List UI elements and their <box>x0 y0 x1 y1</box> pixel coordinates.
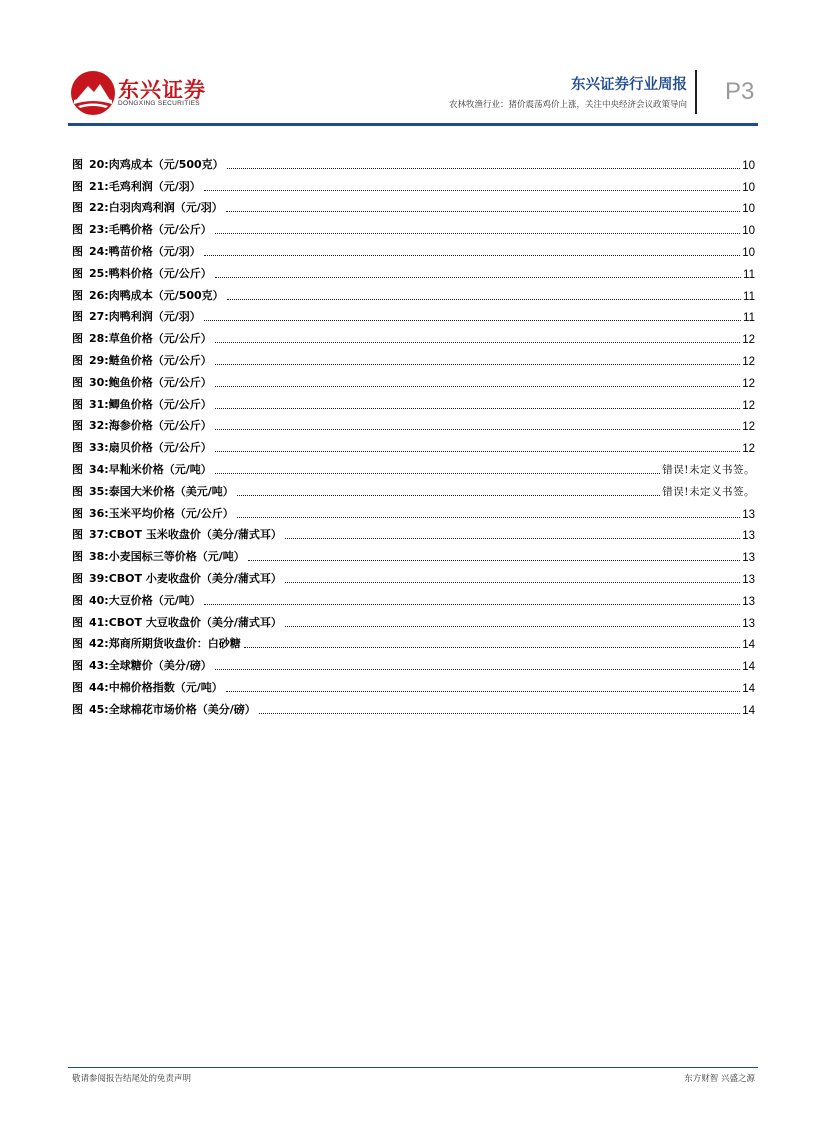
toc-entry-leader <box>204 603 740 605</box>
toc-entry-label: 44:中棉价格指数（元/吨） <box>89 680 223 694</box>
toc-entry-leader <box>215 472 661 474</box>
toc-entry-page: 12 <box>742 443 755 456</box>
toc-entry[interactable] <box>72 586 755 608</box>
toc-entry-prefix: 图 <box>72 288 83 302</box>
toc-entry-prefix: 图 <box>72 593 83 607</box>
toc-entry-leader <box>237 516 740 518</box>
toc-entry[interactable] <box>72 259 755 281</box>
toc-entry[interactable] <box>72 477 755 499</box>
toc-entry-label: 20:肉鸡成本（元/500克） <box>89 157 224 171</box>
toc-entry-prefix: 图 <box>72 397 83 411</box>
toc-entry-prefix: 图 <box>72 353 83 367</box>
toc-entry-page: 12 <box>742 355 755 368</box>
toc-entry-label: 43:全球糖价（美分/磅） <box>89 659 212 673</box>
header-rule <box>68 123 758 126</box>
toc-entry-page: 13 <box>742 552 755 565</box>
toc-entry-label: 33:扇贝价格（元/公斤） <box>89 441 212 455</box>
toc-entry-page: 12 <box>742 377 755 390</box>
toc-entry-leader <box>227 167 741 169</box>
toc-entry[interactable] <box>72 346 755 368</box>
toc-entry-page: 10 <box>742 181 755 194</box>
toc-entry-page: 10 <box>742 246 755 259</box>
toc-entry-prefix: 图 <box>72 266 83 280</box>
header-divider <box>695 70 697 114</box>
toc-entry[interactable] <box>72 521 755 543</box>
toc-entry-label: 41:CBOT 大豆收盘价（美分/蒲式耳） <box>89 615 282 629</box>
toc-entry[interactable] <box>72 564 755 586</box>
page-header <box>0 0 827 130</box>
toc-entry-page: 13 <box>742 573 755 586</box>
toc-entry[interactable] <box>72 281 755 303</box>
toc-entry[interactable] <box>72 455 755 477</box>
toc-entry-prefix: 图 <box>72 441 83 455</box>
toc-entry-label: 32:海参价格（元/公斤） <box>89 419 212 433</box>
toc-entry-page: 13 <box>742 595 755 608</box>
toc-entry-page: 12 <box>742 399 755 412</box>
toc-entry[interactable] <box>72 433 755 455</box>
toc-entry-page: 14 <box>742 704 755 717</box>
toc-entry[interactable] <box>72 412 755 434</box>
toc-entry-prefix: 图 <box>72 659 83 673</box>
dongxing-logo-icon <box>70 70 116 116</box>
toc-entry[interactable] <box>72 630 755 652</box>
toc-entry[interactable] <box>72 194 755 216</box>
toc-entry-leader <box>285 537 740 539</box>
toc-entry-prefix: 图 <box>72 462 83 476</box>
toc-entry-leader <box>248 559 740 561</box>
toc-entry[interactable] <box>72 542 755 564</box>
brand-name-en: DONGXING SECURITIES <box>118 100 200 107</box>
brand-name: 东兴证券 <box>118 78 206 102</box>
toc-entry-page: 13 <box>742 530 755 543</box>
toc-entry-leader <box>285 625 740 627</box>
toc-entry-label: 28:草鱼价格（元/公斤） <box>89 332 212 346</box>
toc-entry-prefix: 图 <box>72 157 83 171</box>
toc-entry[interactable] <box>72 695 755 717</box>
disclaimer-note: 敬请参阅报告结尾处的免责声明 <box>72 1074 192 1084</box>
toc-entry-page: 14 <box>742 661 755 674</box>
toc-entry-page: 12 <box>742 334 755 347</box>
toc-entry-page: 11 <box>743 312 755 325</box>
toc-entry-label: 21:毛鸡利润（元/羽） <box>89 179 201 193</box>
toc-entry-label: 27:肉鸭利润（元/羽） <box>89 310 201 324</box>
toc-entry-leader <box>285 581 740 583</box>
toc-entry-leader <box>215 450 740 452</box>
toc-entry-label: 35:泰国大米价格（美元/吨） <box>89 484 234 498</box>
toc-entry-label: 36:玉米平均价格（元/公斤） <box>89 506 234 520</box>
toc-entry-page: 10 <box>742 159 755 172</box>
toc-entry-label: 38:小麦国标三等价格（元/吨） <box>89 550 245 564</box>
toc-entry-page: 13 <box>742 508 755 521</box>
page-number: P3 <box>725 78 755 105</box>
toc-entry-leader <box>259 712 740 714</box>
toc-entry-leader <box>215 276 741 278</box>
toc-entry[interactable] <box>72 651 755 673</box>
toc-entry-prefix: 图 <box>72 680 83 694</box>
toc-entry-prefix: 图 <box>72 637 83 651</box>
toc-entry-label: 22:白羽肉鸡利润（元/羽） <box>89 201 223 215</box>
toc-entry-prefix: 图 <box>72 419 83 433</box>
toc-entry-label: 29:鲢鱼价格（元/公斤） <box>89 353 212 367</box>
toc-entry-label: 34:早籼米价格（元/吨） <box>89 462 212 476</box>
toc-entry-label: 24:鸭苗价格（元/羽） <box>89 244 201 258</box>
toc-entry-page: 14 <box>742 682 755 695</box>
toc-entry-prefix: 图 <box>72 615 83 629</box>
toc-entry-prefix: 图 <box>72 201 83 215</box>
toc-entry-label: 39:CBOT 小麦收盘价（美分/蒲式耳） <box>89 571 282 585</box>
toc-entry-page: 错误!未定义书签。 <box>662 485 755 498</box>
toc-entry-leader <box>204 319 741 321</box>
toc-entry-leader <box>237 494 661 496</box>
toc-entry-page: 12 <box>742 421 755 434</box>
toc-entry-leader <box>244 646 740 648</box>
footer-rule <box>68 1067 758 1068</box>
toc-entry-prefix: 图 <box>72 571 83 585</box>
figure-index-list <box>72 150 755 717</box>
toc-entry[interactable] <box>72 673 755 695</box>
toc-entry-prefix: 图 <box>72 332 83 346</box>
toc-entry-page: 11 <box>743 290 755 303</box>
toc-entry[interactable] <box>72 368 755 390</box>
toc-entry-page: 10 <box>742 225 755 238</box>
toc-entry-prefix: 图 <box>72 310 83 324</box>
toc-entry-page: 10 <box>742 203 755 216</box>
toc-entry-leader <box>226 210 740 212</box>
toc-entry-leader <box>204 254 740 256</box>
toc-entry[interactable] <box>72 608 755 630</box>
toc-entry-label: 42:郑商所期货收盘价：白砂糖 <box>89 637 241 651</box>
toc-entry[interactable] <box>72 499 755 521</box>
toc-entry-leader <box>204 189 740 191</box>
report-title: 东兴证券行业周报 <box>571 77 687 93</box>
toc-entry-leader <box>215 363 740 365</box>
toc-entry-page: 13 <box>742 617 755 630</box>
toc-entry[interactable] <box>72 324 755 346</box>
toc-entry-label: 30:鲍鱼价格（元/公斤） <box>89 375 212 389</box>
toc-entry-prefix: 图 <box>72 375 83 389</box>
toc-entry-label: 37:CBOT 玉米收盘价（美分/蒲式耳） <box>89 528 282 542</box>
toc-entry[interactable] <box>72 215 755 237</box>
toc-entry[interactable] <box>72 390 755 412</box>
toc-entry-page: 11 <box>743 268 755 281</box>
toc-entry-prefix: 图 <box>72 550 83 564</box>
toc-entry-leader <box>215 232 740 234</box>
toc-entry-leader <box>226 690 740 692</box>
toc-entry-prefix: 图 <box>72 244 83 258</box>
toc-entry-label: 25:鸭料价格（元/公斤） <box>89 266 212 280</box>
toc-entry-prefix: 图 <box>72 484 83 498</box>
toc-entry-prefix: 图 <box>72 702 83 716</box>
toc-entry-page: 错误!未定义书签。 <box>662 463 755 476</box>
toc-entry-prefix: 图 <box>72 223 83 237</box>
toc-entry-leader <box>227 298 741 300</box>
footer-slogan: 东方财智 兴盛之源 <box>684 1074 755 1084</box>
toc-entry-label: 45:全球棉花市场价格（美分/磅） <box>89 702 256 716</box>
toc-entry-prefix: 图 <box>72 528 83 542</box>
toc-entry-label: 26:肉鸭成本（元/500克） <box>89 288 224 302</box>
toc-entry-label: 40:大豆价格（元/吨） <box>89 593 201 607</box>
toc-entry-page: 14 <box>742 639 755 652</box>
toc-entry[interactable] <box>72 172 755 194</box>
toc-entry-leader <box>215 428 740 430</box>
toc-entry-leader <box>215 385 740 387</box>
toc-entry-label: 31:鲫鱼价格（元/公斤） <box>89 397 212 411</box>
report-subtitle: 农林牧渔行业：猪价震荡鸡价上涨，关注中央经济会议政策导向 <box>448 100 687 110</box>
toc-entry-leader <box>215 341 740 343</box>
toc-entry-leader <box>215 668 740 670</box>
toc-entry-leader <box>215 407 740 409</box>
toc-entry-prefix: 图 <box>72 506 83 520</box>
toc-entry-prefix: 图 <box>72 179 83 193</box>
toc-entry[interactable] <box>72 150 755 172</box>
toc-entry[interactable] <box>72 237 755 259</box>
toc-entry-label: 23:毛鸭价格（元/公斤） <box>89 223 212 237</box>
toc-entry[interactable] <box>72 303 755 325</box>
